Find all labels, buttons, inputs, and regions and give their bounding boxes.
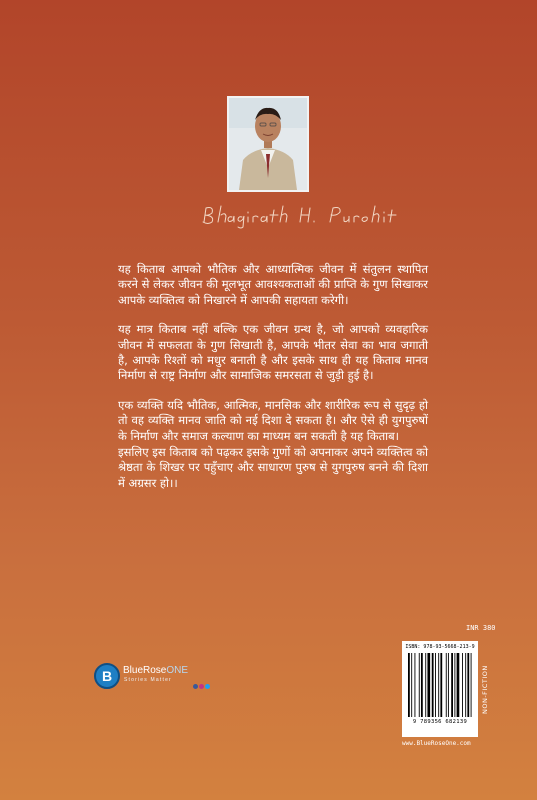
social-icons [193,684,210,689]
blurb-paragraph: इसलिए इस किताब को पढ़कर इसके गुणों को अपनाकर अपने व्यक्तित्व को श्रेष्ठता के शिखर पर पहुँचाए और साधारण पुरुष से युगपुरुष बनने की दिशा में अग्रसर हो।। [118,445,428,490]
barcode-icon [408,653,472,717]
book-blurb [118,262,428,505]
instagram-icon [199,684,204,689]
publisher-name: BlueRoseONE [123,665,189,676]
isbn-label: ISBN: 978-93-5668-213-9 [405,644,475,650]
twitter-icon [205,684,210,689]
publisher-website: www.BlueRoseOne.com [402,740,471,747]
blurb-paragraph: यह किताब आपको भौतिक और आध्यात्मिक जीवन में संतुलन स्थापित करने से लेकर जीवन की मूलभूत आवश्यकताओं की प्राप्ति के गुण सिखाकर आपके व्यक्तित्व को निखारने में आपकी सहायता करेगी। [118,262,428,307]
price-label: INR 380 [466,624,496,632]
author-photo [227,96,309,192]
publisher-tagline: Stories Matter [124,677,172,683]
blurb-paragraph: एक व्यक्ति यदि भौतिक, आत्मिक, मानसिक और शारीरिक रूप से सुदृढ़ हो तो वह व्यक्ति मानव जाति को नई दिशा दे सकता है। और ऐसे ही युगपुरुषों के निर्माण और समाज कल्याण का माध्यम बन सकती है यह किताब। [118,397,428,443]
publisher-logo-icon: B [94,663,120,689]
barcode-digits: 9 789356 682139 [412,719,468,725]
author-signature [190,200,420,230]
blurb-paragraph: यह मात्र किताब नहीं बल्कि एक जीवन ग्रन्थ है, जो आपको व्यवहारिक जीवन में सफलता के गुण सिखाती है, आपके भीतर सेवा का भाव जगाती है, आपके रिश्तों को मधुर बनाती है और इसके साथ ही यह किताब मानव निर्माण से राष्ट्र निर्माण और सामाजिक समरसता से जुड़ी हुई है। [118,322,428,383]
facebook-icon [193,684,198,689]
isbn-barcode [402,641,478,737]
genre-label: NON-FICTION [481,665,489,715]
